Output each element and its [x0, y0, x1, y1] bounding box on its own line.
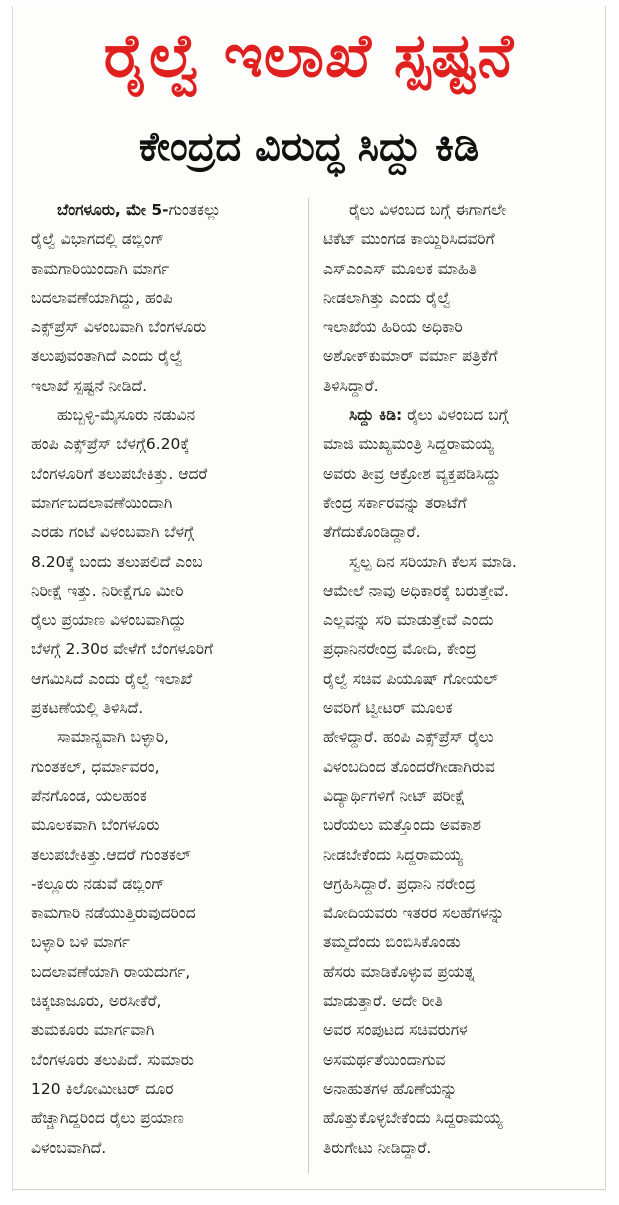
article-line: ಪ್ರಕಟಣೆಯಲ್ಲಿ ತಿಳಿಸಿದೆ. — [31, 699, 144, 718]
article-line: ಹೇಳಿದ್ದಾರೆ. ಹಂಪಿ ಎಕ್ಸ್‌ಪ್ರೆಸ್ ರೈಲು — [323, 728, 494, 747]
article-line: ಬರೆಯಲು ಮತ್ತೊಂದು ಅವಕಾಶ — [323, 816, 481, 835]
article-line — [31, 196, 293, 225]
section-subhead: ಸಿದ್ದು ಕಿಡಿ: — [349, 406, 403, 425]
article-line: ಮೂಲಕವಾಗಿ ಬೆಂಗಳೂರು — [31, 816, 160, 835]
article-line: ತಮ್ಮದೆಂದು ಬಿಂಬಿಸಿಕೊಂಡು — [323, 933, 461, 952]
article-line: ಮಾಡುತ್ತಾರೆ. ಅದೇ ರೀತಿ — [323, 992, 443, 1011]
article-line: ತಿರುಗೇಟು ನೀಡಿದ್ದಾರೆ. — [323, 1138, 432, 1157]
article-line: ನೀಡಬೇಕೆಂದು ಸಿದ್ದರಾಮಯ್ಯ — [323, 845, 463, 864]
subheadline: ಕೇಂದ್ರದ ವಿರುದ್ಧ ಸಿದ್ದು ಕಿಡಿ — [138, 124, 480, 170]
left-column — [31, 196, 293, 1163]
article-line: ಬೆಂಗಳೂರು ತಲುಪಿದೆ. ಸುಮಾರು — [31, 1050, 194, 1069]
article-line: 8.20ಕ್ಕೆ ಬಂದು ತಲುಪಲಿದೆ ಎಂಬ — [31, 552, 203, 571]
dateline: ಬೆಂಗಳೂರು, ಮೇ 5- — [57, 201, 169, 219]
article-line-text: ಗುಂತಕಲ್ಲು — [168, 201, 221, 219]
article-line: ವಿದ್ಯಾರ್ಥಿಗಳಿಗೆ ನೀಟ್ ಪರೀಕ್ಷೆ — [323, 786, 466, 805]
article-line: -ಕಲ್ಲೂರು ನಡುವೆ ಡಬ್ಲಿಂಗ್ — [31, 874, 165, 893]
article-line: ಎಕ್ಸ್‌ಪ್ರೆಸ್ ವಿಳಂಬವಾಗಿ ಬೆಂಗಳೂರು — [31, 318, 207, 337]
article-line: ಸ್ವಲ್ಪ ದಿನ ಸರಿಯಾಗಿ ಕೆಲಸ ಮಾಡಿ. — [349, 552, 517, 571]
article-line: ಹೆಸರು ಮಾಡಿಕೊಳ್ಳುವ ಪ್ರಯತ್ನ — [323, 962, 475, 981]
article-line: ರೈಲ್ವೆ ಸಚಿವ ಪಿಯೂಷ್ ಗೋಯಲ್ — [323, 669, 499, 688]
article-line: ಕಾಮಗಾರಿ ನಡೆಯುತ್ತಿರುವುದರಿಂದ — [31, 904, 196, 923]
article-line: ಕೇಂದ್ರ ಸರ್ಕಾರವನ್ನು ತರಾಟೆಗೆ — [323, 493, 467, 512]
article-line: ಎರಡು ಗಂಟೆ ವಿಳಂಬವಾಗಿ ಬೆಳಗ್ಗೆ — [31, 523, 194, 542]
article-body — [13, 196, 605, 1186]
right-column — [323, 196, 585, 1163]
article-line: ಕಾಮಗಾರಿಯಿಂದಾಗಿ ಮಾರ್ಗ — [31, 259, 170, 278]
column-divider — [308, 198, 309, 1173]
article-line: ತಿಳಿಸಿದ್ದಾರೆ. — [323, 376, 379, 395]
article-line: ನೀಡಲಾಗಿತ್ತು ಎಂದು ರೈಲ್ವೆ — [323, 288, 451, 307]
article-line — [323, 401, 585, 430]
article-line: ಮಾರ್ಗಬದಲಾವಣೆಯಿಂದಾಗಿ — [31, 493, 173, 512]
article-line: ಇಲಾಖೆಯ ಹಿರಿಯ ಅಧಿಕಾರಿ — [323, 318, 463, 337]
article-line: ಇಲಾಖೆ ಸ್ಪಷ್ಟನೆ ನೀಡಿದೆ. — [31, 376, 148, 395]
article-line: ಹುಬ್ಬಳ್ಳಿ-ಮೈಸೂರು ನಡುವಿನ — [57, 406, 196, 425]
article-line-text: ರೈಲು ವಿಳಂಬದ ಬಗ್ಗೆ — [402, 406, 509, 425]
article-line: ಮೋದಿಯವರು ಇತರರ ಸಲಹೆಗಳನ್ನು — [323, 904, 505, 923]
article-line: ತಲುಪಬೇಕಿತ್ತು.ಆದರೆ ಗುಂತಕಲ್ — [31, 845, 191, 864]
article-line: ಅಸಮರ್ಥತೆಯಿಂದಾಗುವ — [323, 1050, 446, 1069]
article-line: ಆಮೇಲೆ ನಾವು ಅಧಿಕಾರಕ್ಕೆ ಬರುತ್ತೇವೆ. — [323, 581, 509, 600]
newspaper-clipping — [12, 6, 606, 1191]
article-line: ಅವರು ತೀವ್ರ ಆಕ್ರೋಶ ವ್ಯಕ್ತಪಡಿಸಿದ್ದು — [323, 464, 501, 483]
article-line: ಅಶೋಕ್‌ಕುಮಾರ್ ವರ್ಮಾ ಪತ್ರಿಕೆಗೆ — [323, 347, 498, 366]
article-line: ಅವರ ಸಂಪುಟದ ಸಚಿವರುಗಳ — [323, 1021, 468, 1040]
article-line: ಬೆಳಗ್ಗೆ 2.30ರ ವೇಳೆಗೆ ಬೆಂಗಳೂರಿಗೆ — [31, 640, 214, 659]
article-line: ಎಸ್‌ಎಂಎಸ್ ಮೂಲಕ ಮಾಹಿತಿ — [323, 259, 477, 278]
article-line: ಸಾಮಾನ್ಯವಾಗಿ ಬಳ್ಳಾರಿ, — [57, 728, 169, 747]
article-line: ರೈಲು ವಿಳಂಬದ ಬಗ್ಗೆ ಈಗಾಗಲೇ — [349, 201, 507, 219]
article-line: ಆಗ್ರಹಿಸಿದ್ದಾರೆ. ಪ್ರಧಾನಿ ನರೇಂದ್ರ — [323, 874, 476, 893]
article-line: ತೆಗೆದುಕೊಂಡಿದ್ದಾರೆ. — [323, 523, 421, 542]
article-line: ನಿರೀಕ್ಷೆ ಇತ್ತು. ನಿರೀಕ್ಷೆಗೂ ಮೀರಿ — [31, 581, 184, 600]
bottom-divider — [13, 1189, 605, 1190]
headline: ರೈಲ್ವೆ ಇಲಾಖೆ ಸ್ಪಷ್ಟನೆ — [103, 21, 515, 91]
article-line: ಪೆನಗೊಂಡ, ಯಲಹಂಕ — [31, 786, 147, 805]
article-line: ವಿಳಂಬವಾಗಿದೆ. — [31, 1138, 107, 1157]
article-line: ಮಾಜಿ ಮುಖ್ಯಮಂತ್ರಿ ಸಿದ್ದರಾಮಯ್ಯ — [323, 435, 494, 454]
article-line: ಹಂಪಿ ಎಕ್ಸ್‌ಪ್ರೆಸ್ ಬೆಳಗ್ಗೆ6.20ಕ್ಕೆ — [31, 435, 190, 454]
article-line: ಅನಾಹುತಗಳ ಹೊಣೆಯನ್ನು — [323, 1079, 458, 1098]
article-line: ಹೆಚ್ಚಾಗಿದ್ದರಿಂದ ರೈಲು ಪ್ರಯಾಣ — [31, 1109, 184, 1128]
article-line: ಬಳ್ಳಾರಿ ಬಳಿ ಮಾರ್ಗ — [31, 933, 130, 952]
article-line: ಹೊತ್ತುಕೊಳ್ಳಬೇಕೆಂದು ಸಿದ್ದರಾಮಯ್ಯ — [323, 1109, 503, 1128]
article-line: ಚಿಕ್ಕಜಾಜೂರು, ಅರಸೀಕೆರೆ, — [31, 992, 162, 1011]
article-line: ಗುಂತಕಲ್, ಧರ್ಮಾವರಂ, — [31, 757, 160, 776]
article-line: ಪ್ರಧಾನಿನರೇಂದ್ರ ಮೋದಿ, ಕೇಂದ್ರ — [323, 640, 477, 659]
article-line: ಎಲ್ಲವನ್ನು ಸರಿ ಮಾಡುತ್ತೇವೆ ಎಂದು — [323, 611, 494, 630]
article-line: ಟಿಕೆಟ್ ಮುಂಗಡ ಕಾಯ್ದಿರಿಸಿದವರಿಗೆ — [323, 230, 495, 249]
article-line: ಬದಲಾವಣೆಯಾಗಿ ರಾಯದುರ್ಗ, — [31, 962, 191, 981]
article-line: ತುಮಕೂರು ಮಾರ್ಗವಾಗಿ — [31, 1021, 155, 1040]
article-line: ಬೆಂಗಳೂರಿಗೆ ತಲುಪಬೇಕಿತ್ತು. ಆದರೆ — [31, 464, 208, 483]
article-line: ಬದಲಾವಣೆಯಾಗಿದ್ದು, ಹಂಪಿ — [31, 288, 173, 307]
article-line: ಆಗಮಿಸಿದೆ ಎಂದು ರೈಲ್ವೆ ಇಲಾಖೆ — [31, 669, 193, 688]
article-line: ವಿಳಂಬದಿಂದ ತೊಂದರೆಗೀಡಾಗಿರುವ — [323, 757, 495, 776]
article-line: ರೈಲು ಪ್ರಯಾಣ ವಿಳಂಬವಾಗಿದ್ದು — [31, 611, 186, 630]
article-line: ರೈಲ್ವೆ ವಿಭಾಗದಲ್ಲಿ ಡಬ್ಲಿಂಗ್ — [31, 230, 165, 249]
article-line: ತಲುಪುವಂತಾಗಿದೆ ಎಂದು ರೈಲ್ವೆ — [31, 347, 183, 366]
article-line: 120 ಕಿಲೋಮೀಟರ್ ದೂರ — [31, 1079, 174, 1098]
article-line: ಅವರಿಗೆ ಟ್ವೀಟರ್ ಮೂಲಕ — [323, 699, 453, 718]
